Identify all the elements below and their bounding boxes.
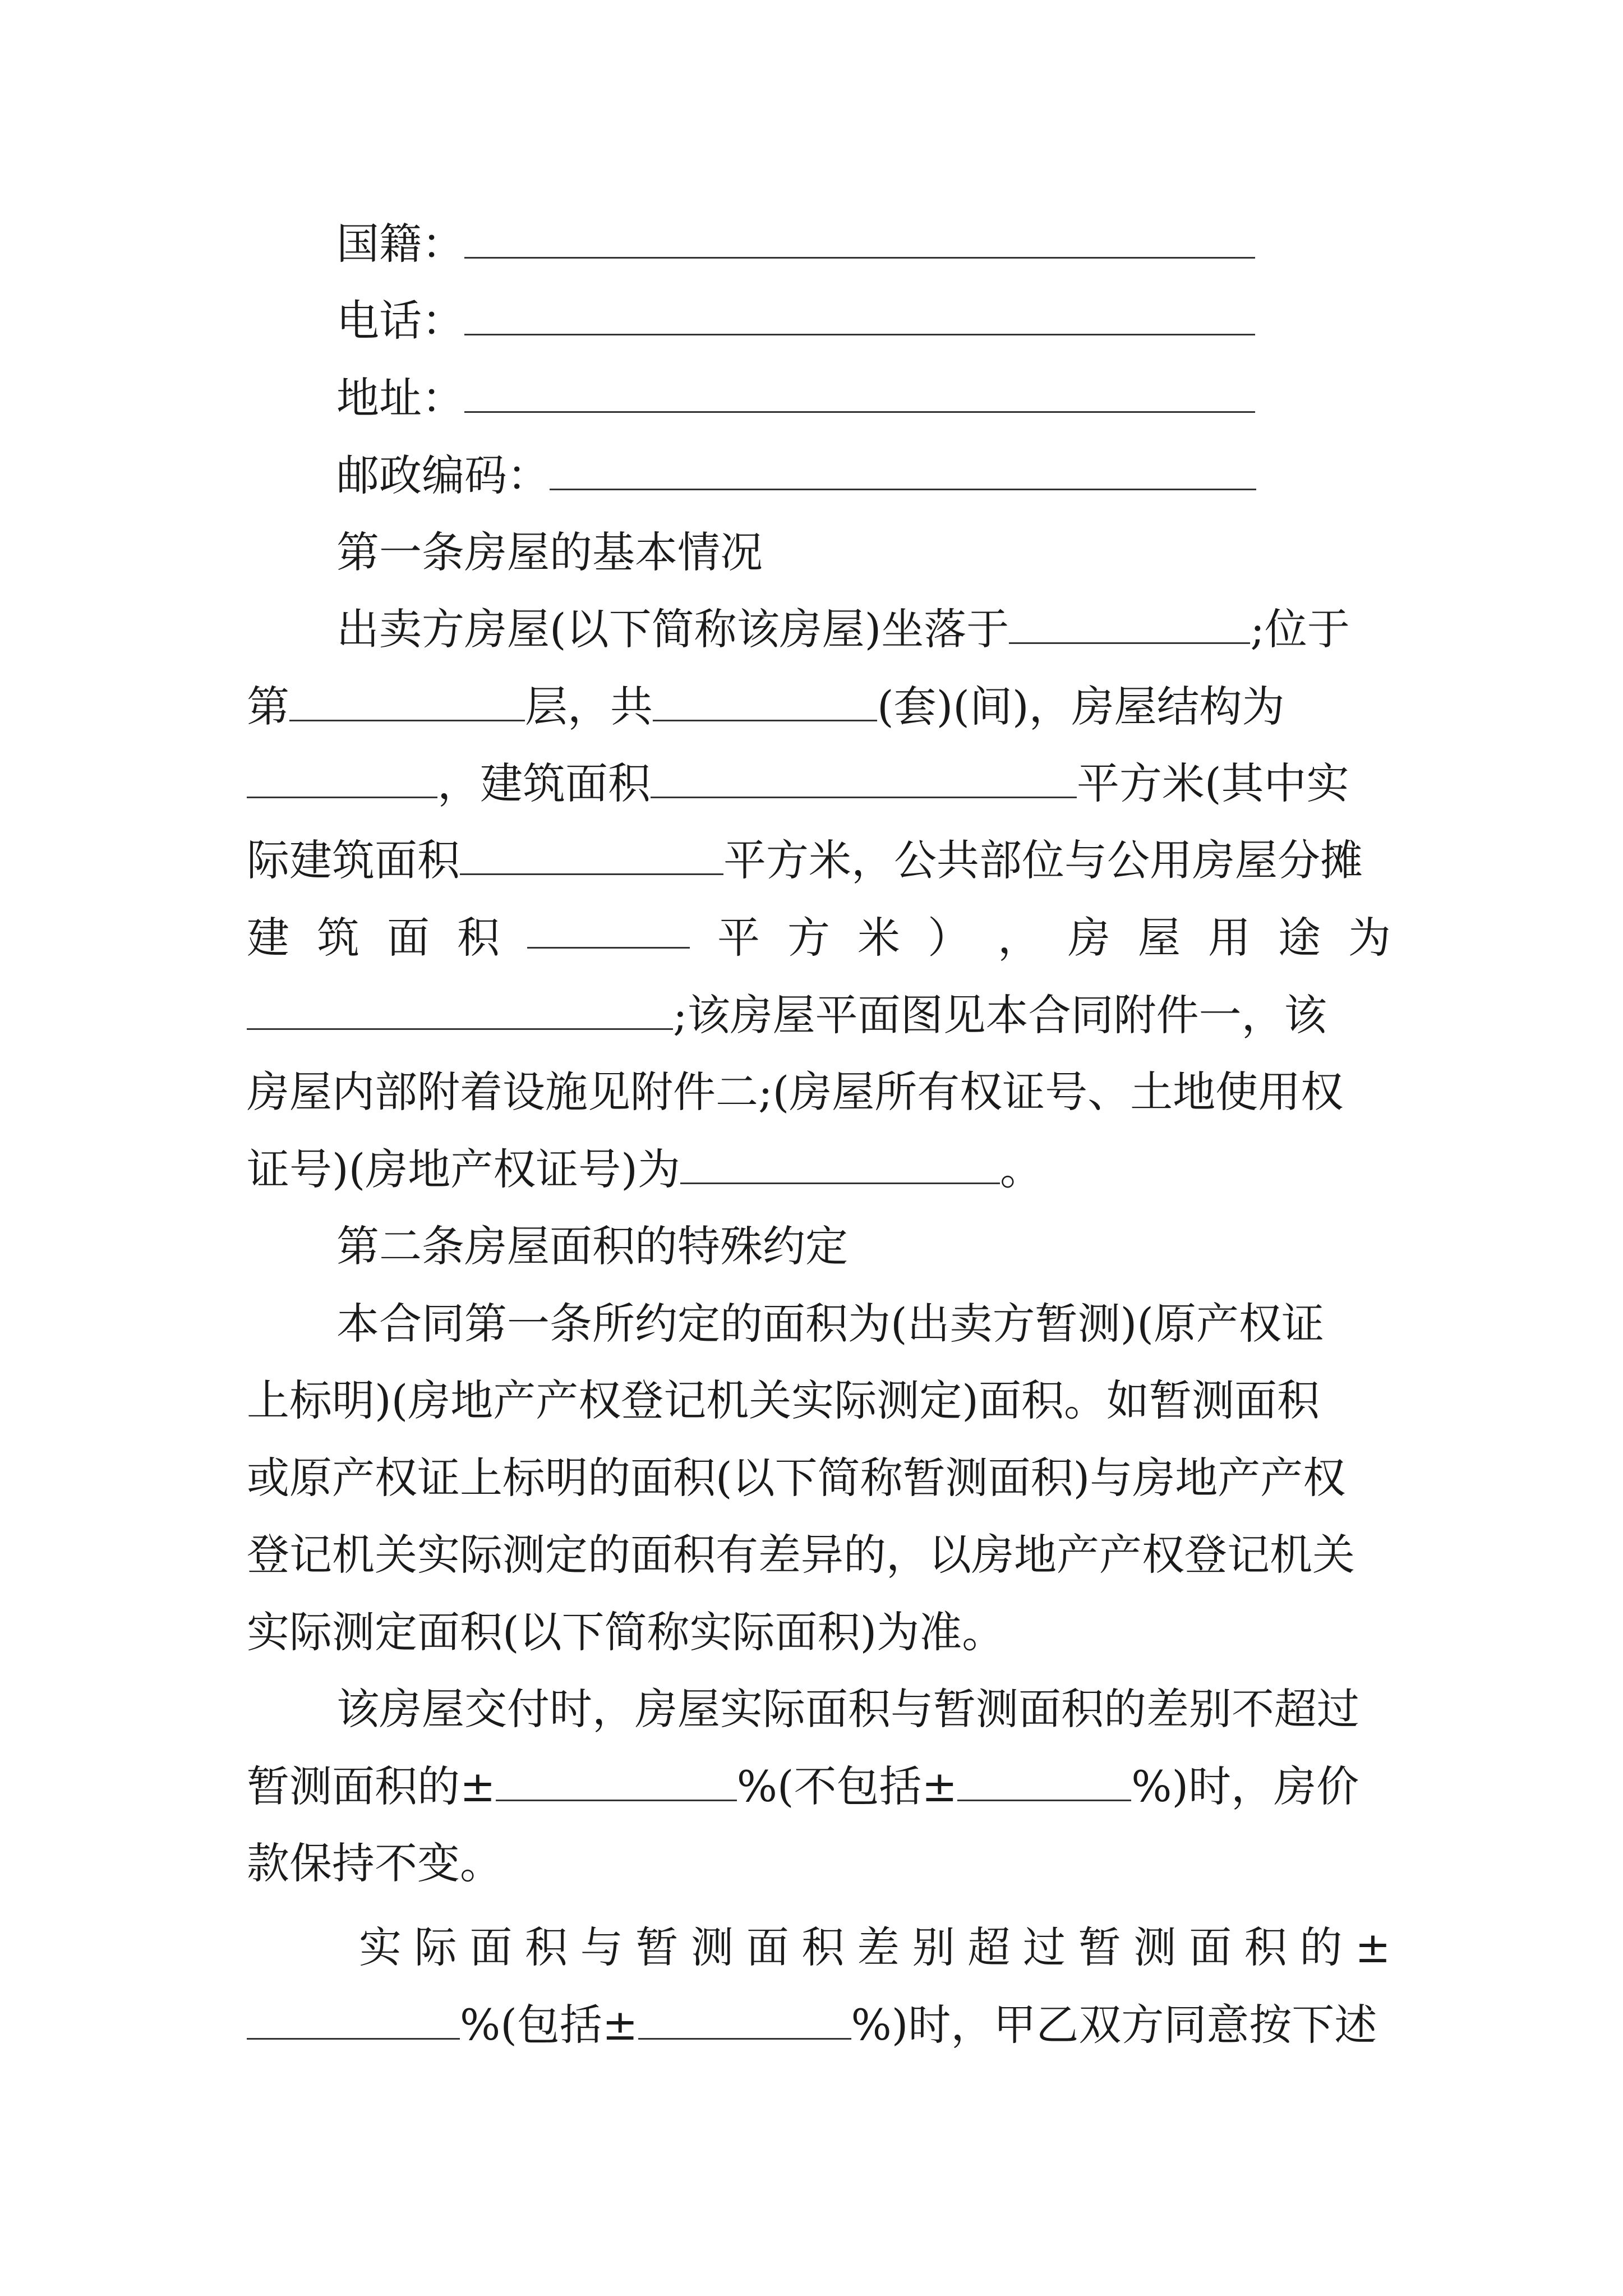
postcode-blank[interactable] [550, 446, 1256, 490]
tolerance-blank-3[interactable] [247, 1995, 460, 2040]
phone-label: 电话： [336, 296, 464, 346]
article2-char: 过 [1023, 1922, 1066, 1972]
article2-p2-line3: 款保持不变。 [247, 1838, 502, 1888]
article2-text-p2b: 暂测面积的± [247, 1761, 496, 1811]
article2-char: 面 [1189, 1922, 1232, 1972]
article1-text5: (套)(间)，房屋结构为 [877, 682, 1285, 731]
article1-line3 [247, 750, 1391, 817]
nationality-label: 国籍： [336, 219, 464, 269]
article1-char: ， [998, 913, 1040, 963]
article1-text15: 。 [999, 1144, 1043, 1194]
article2-char: 测 [691, 1922, 734, 1972]
article1-text7: 平方米(其中实 [1077, 758, 1349, 808]
article2-char: 差 [857, 1922, 900, 1972]
article2-text-p3c: %)时，甲乙双方同意按下述 [851, 2000, 1377, 2050]
nationality-blank[interactable] [464, 214, 1255, 259]
article1-char: 平 [717, 913, 760, 963]
article2-char: 别 [912, 1922, 955, 1972]
article1-line1 [336, 596, 1391, 663]
article2-char: 实 [359, 1922, 402, 1972]
article2-p1-line1: 本合同第一条所约定的面积为(出卖方暂测)(原产权证 [336, 1299, 1324, 1349]
article1-char: 积 [457, 913, 500, 963]
article1-text6: ，建筑面积 [437, 758, 651, 808]
article1-line6 [247, 982, 1391, 1049]
article1-char: 屋 [1138, 913, 1181, 963]
address-field [336, 365, 1481, 432]
article2-char: 暂 [1078, 1922, 1121, 1972]
article1-line7: 房屋内部附着设施见附件二;(房屋所有权证号、土地使用权 [247, 1067, 1344, 1117]
article1-text14: 证号)(房地产权证号)为 [247, 1144, 680, 1194]
article1-line2 [247, 673, 1391, 740]
article1-line8 [247, 1136, 1391, 1203]
article2-char: 测 [1133, 1922, 1177, 1972]
floor-blank[interactable] [289, 677, 525, 721]
article1-line5 [247, 904, 1391, 972]
tolerance-blank-1[interactable] [496, 1757, 737, 1801]
article1-char: 为 [1348, 913, 1391, 963]
address-label: 地址： [336, 373, 464, 423]
article1-char: 房 [1068, 913, 1110, 963]
article2-char: 暂 [635, 1922, 679, 1972]
article2-char: 积 [801, 1922, 845, 1972]
article2-text-p2c: %(不包括± [736, 1761, 958, 1811]
article2-char: 面 [746, 1922, 789, 1972]
article1-char: 用 [1208, 913, 1251, 963]
article2-char: 面 [469, 1922, 513, 1972]
postcode-label: 邮政编码： [336, 450, 550, 500]
article2-p1-line2: 上标明)(房地产产权登记机关实际测定)面积。如暂测面积 [247, 1375, 1320, 1425]
phone-blank[interactable] [464, 291, 1255, 335]
phone-field [336, 287, 1481, 355]
postcode-field [336, 442, 1481, 509]
article1-char: 建 [247, 913, 289, 963]
area-blank[interactable] [651, 754, 1077, 798]
article2-p3-line2 [247, 1991, 1391, 2059]
article1-text3: 第 [247, 682, 289, 731]
tolerance-blank-2[interactable] [957, 1757, 1131, 1801]
article2-p2-line2 [247, 1753, 1391, 1820]
article2-char: 超 [967, 1922, 1011, 1972]
tolerance-blank-4[interactable] [638, 1995, 851, 2040]
article1-char: 途 [1278, 913, 1321, 963]
shared-area-blank[interactable] [527, 904, 690, 949]
article1-text9: 平方米，公共部位与公用房屋分摊 [723, 835, 1363, 885]
article1-char: 米 [857, 913, 900, 963]
article1-title: 第一条房屋的基本情况 [336, 527, 763, 577]
article1-text4: 层，共 [525, 682, 653, 731]
article2-text-p3b: %(包括± [460, 2000, 638, 2050]
usage-blank[interactable] [247, 986, 673, 1030]
article2-p2-line1: 该房屋交付时，房屋实际面积与暂测面积的差别不超过 [336, 1684, 1359, 1734]
article1-char: 面 [387, 913, 430, 963]
address-blank[interactable] [464, 369, 1255, 413]
article1-char: 筑 [317, 913, 359, 963]
article2-char: 际 [414, 1922, 457, 1972]
article2-char: 积 [1244, 1922, 1287, 1972]
nationality-field [336, 210, 1481, 278]
article1-char: 方 [787, 913, 830, 963]
article2-p1-line3: 或原产权证上标明的面积(以下简称暂测面积)与房地产产权 [247, 1453, 1346, 1503]
article1-line4 [247, 827, 1391, 894]
article1-text2: ;位于 [1250, 604, 1350, 654]
article2-p3-line1 [359, 1914, 1391, 1981]
article1-text8: 际建筑面积 [247, 835, 460, 885]
article1-text12: ;该房屋平面图见本合同附件一，该 [673, 990, 1327, 1040]
article1-text1: 出卖方房屋(以下简称该房屋)坐落于 [336, 604, 1009, 654]
article2-text-p2d: %)时，房价 [1131, 1761, 1359, 1811]
article2-char: 积 [525, 1922, 568, 1972]
article2-char: 与 [580, 1922, 623, 1972]
article2-char: 的 [1299, 1922, 1343, 1972]
units-blank[interactable] [653, 677, 877, 721]
actual-area-blank[interactable] [460, 831, 723, 875]
location-blank[interactable] [1009, 600, 1250, 644]
article2-title: 第二条房屋面积的特殊约定 [336, 1221, 848, 1271]
article2-p1-line5: 实际测定面积(以下简称实际面积)为准。 [247, 1607, 1005, 1657]
article1-char: ） [928, 913, 970, 963]
certificate-number-blank[interactable] [680, 1140, 1000, 1184]
article2-p1-line4: 登记机关实际测定的面积有差异的，以房地产产权登记机关 [247, 1530, 1355, 1580]
structure-blank[interactable] [247, 754, 437, 798]
article2-char: ± [1355, 1922, 1391, 1972]
